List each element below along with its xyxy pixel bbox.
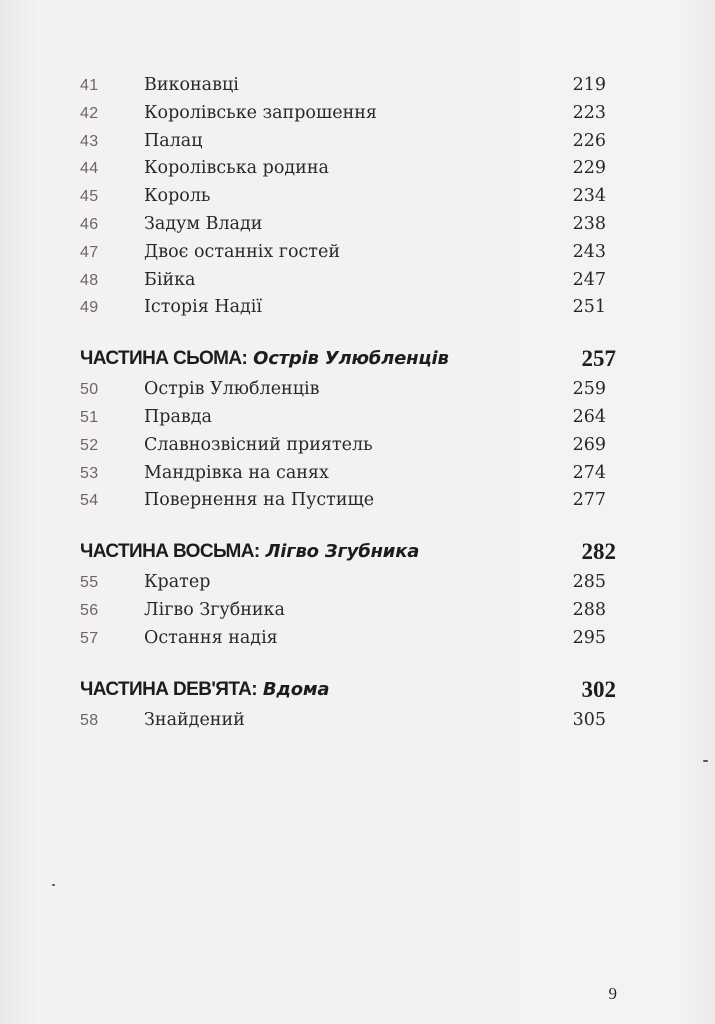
toc-entry	[80, 597, 620, 625]
chapter-title: Королівська родина	[144, 158, 329, 179]
paper-speck	[52, 884, 55, 886]
chapter-page: 238	[572, 213, 606, 234]
chapter-number: 44	[80, 160, 99, 178]
part-label: ЧАСТИНА ВОСЬМА	[80, 541, 254, 563]
part-separator: :	[253, 541, 266, 563]
toc-entry	[80, 432, 620, 460]
chapter-title: Знайдений	[144, 709, 245, 730]
toc-entry	[80, 211, 620, 239]
part-heading	[80, 673, 620, 707]
chapter-page: 259	[572, 379, 606, 400]
part-label: ЧАСТИНА DEВ'ЯТА	[80, 678, 252, 700]
chapter-page: 269	[572, 434, 606, 455]
toc-entry	[80, 460, 620, 488]
toc-entry	[80, 155, 620, 183]
chapter-number: 55	[80, 574, 99, 592]
part-page: 302	[581, 676, 616, 702]
toc-entry	[80, 404, 620, 432]
chapter-page: 264	[572, 406, 606, 427]
chapter-title: Палац	[144, 130, 203, 151]
toc-entry	[80, 376, 620, 404]
part-page: 257	[581, 346, 616, 372]
chapter-page: 223	[572, 102, 606, 123]
chapter-number: 41	[80, 77, 99, 94]
toc-entry	[80, 625, 620, 653]
page-number: 9	[608, 984, 617, 1003]
chapter-title: Острів Улюбленців	[144, 379, 320, 400]
toc-entry	[80, 72, 620, 100]
paper-speck	[703, 760, 708, 762]
toc-entry	[80, 100, 620, 128]
chapter-title: Мандрівка на санях	[144, 462, 329, 483]
chapter-title: Задум Влади	[144, 213, 263, 234]
chapter-number: 46	[80, 215, 99, 233]
chapter-title: Бійка	[144, 269, 196, 290]
toc-entry	[80, 128, 620, 156]
chapter-page: 305	[572, 709, 606, 730]
chapter-title: Повернення на Пустище	[144, 490, 375, 511]
chapter-number: 53	[80, 464, 99, 482]
chapter-title: Двоє останніх гостей	[144, 241, 340, 262]
chapter-page: 288	[572, 599, 606, 620]
chapter-number: 43	[80, 132, 99, 150]
chapter-page: 247	[572, 269, 606, 290]
chapter-page: 219	[572, 75, 606, 95]
chapter-page: 234	[572, 186, 606, 207]
chapter-number: 58	[80, 711, 99, 729]
part-label: ЧАСТИНА СЬОМА	[80, 348, 242, 370]
chapter-number: 56	[80, 601, 99, 619]
chapter-number: 51	[80, 408, 99, 426]
chapter-title: Славнозвісний приятель	[144, 434, 373, 455]
chapter-title: Історія Надії	[144, 297, 262, 318]
chapter-number: 57	[80, 629, 99, 647]
toc-entry	[80, 267, 620, 295]
chapter-title: Правда	[144, 406, 212, 427]
chapter-number: 49	[80, 299, 99, 317]
part-name: Вдома	[262, 678, 330, 700]
chapter-title: Король	[144, 186, 211, 207]
part-separator: :	[251, 678, 263, 700]
part-heading	[80, 342, 620, 376]
chapter-title: Королівське запрошення	[144, 102, 377, 123]
part-page: 282	[581, 539, 616, 565]
toc-entry	[80, 707, 620, 735]
chapter-number: 50	[80, 381, 99, 399]
toc-entry	[80, 183, 620, 211]
chapter-page: 243	[572, 241, 606, 262]
chapter-page: 285	[572, 572, 606, 593]
toc-entry	[80, 294, 620, 322]
chapter-page: 251	[572, 297, 606, 318]
chapter-page: 274	[572, 462, 606, 483]
toc-entry	[80, 487, 620, 515]
chapter-number: 54	[80, 492, 99, 510]
chapter-page: 226	[572, 130, 606, 151]
table-of-contents	[80, 72, 620, 734]
chapter-number: 45	[80, 188, 99, 206]
chapter-title: Остання надія	[144, 627, 278, 648]
chapter-number: 42	[80, 104, 99, 122]
chapter-page: 229	[572, 158, 606, 179]
chapter-page: 277	[572, 490, 606, 511]
toc-entry	[80, 569, 620, 597]
part-name: Острів Улюбленців	[253, 348, 449, 370]
chapter-number: 48	[80, 271, 99, 289]
part-heading	[80, 535, 620, 569]
toc-entry	[80, 239, 620, 267]
chapter-number: 47	[80, 243, 99, 261]
chapter-page: 295	[572, 627, 606, 648]
chapter-title: Виконавці	[144, 75, 239, 95]
chapter-number: 52	[80, 436, 99, 454]
part-separator: :	[241, 348, 254, 370]
chapter-title: Лігво Згубника	[144, 599, 285, 620]
part-name: Лігво Згубника	[265, 541, 420, 563]
chapter-title: Кратер	[144, 572, 211, 593]
